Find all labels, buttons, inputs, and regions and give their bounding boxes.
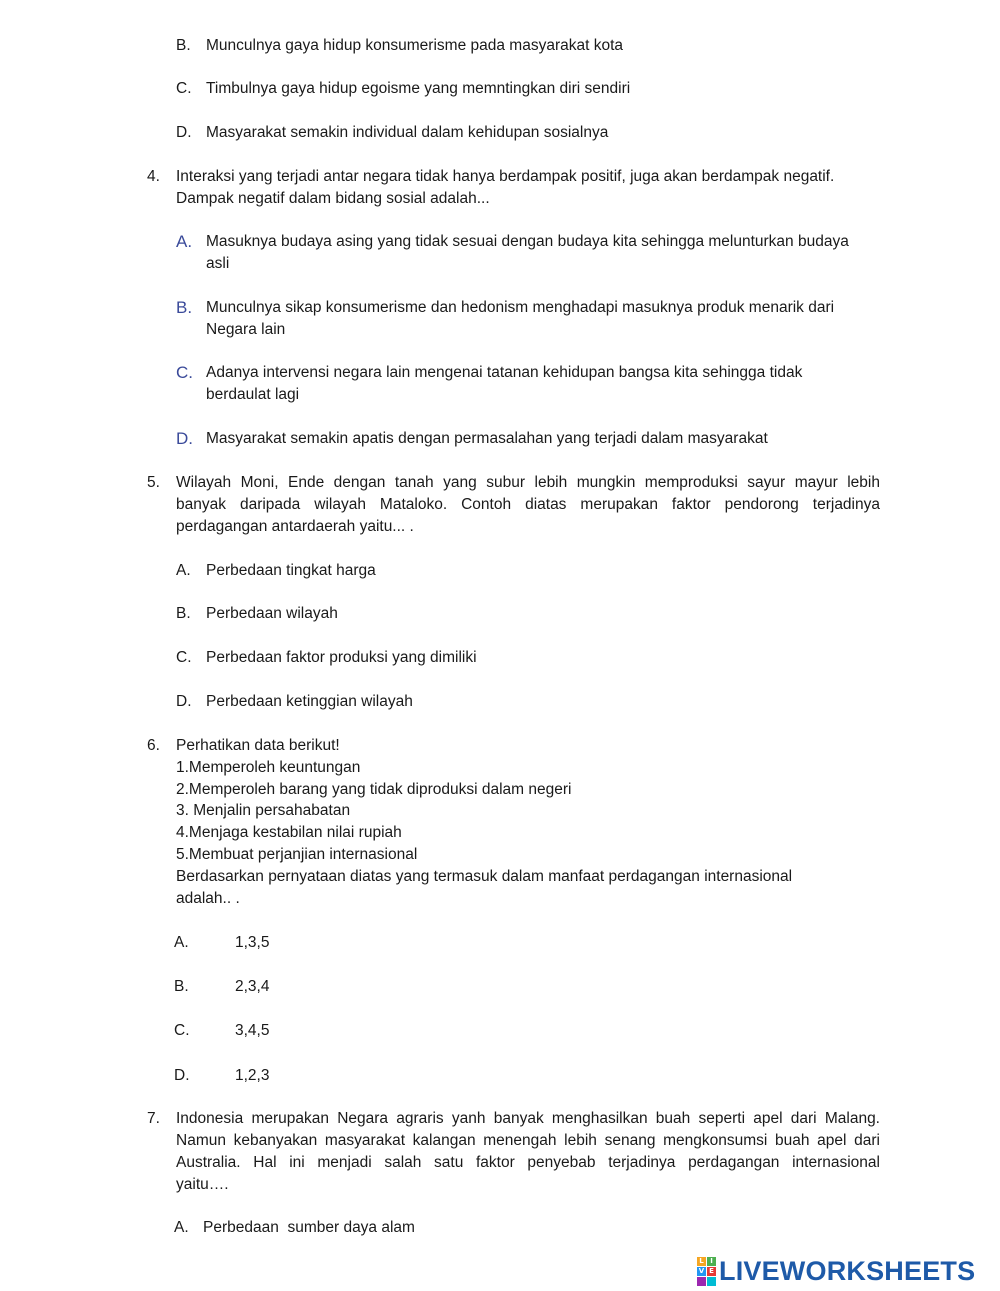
option-letter: C. xyxy=(176,80,192,97)
option-text: 2,3,4 xyxy=(235,978,270,995)
option-letter: C. xyxy=(176,363,193,382)
logo-tiles-icon xyxy=(697,1257,716,1286)
data-item: 5.Membuat perjanjian internasional xyxy=(176,846,418,863)
option-text: 1,3,5 xyxy=(235,934,270,951)
option-letter: A. xyxy=(176,232,193,251)
data-item: 2.Memperoleh barang yang tidak diproduksi dalam negeri xyxy=(176,781,572,798)
question-text: banyak daripada wilayah Mataloko. Contoh diatas merupakan faktor pendorong terjadinya xyxy=(176,496,880,513)
logo-text: LIVEWORKSHEETS xyxy=(719,1255,976,1286)
option-letter: B. xyxy=(176,605,191,622)
liveworksheets-logo[interactable] xyxy=(697,1256,975,1286)
question-text: adalah.. . xyxy=(176,890,240,907)
option-letter: A. xyxy=(174,1219,189,1236)
question-number: 7. xyxy=(147,1110,160,1127)
logo-tile: V xyxy=(698,1267,705,1275)
option-text: Perbedaan faktor produksi yang dimiliki xyxy=(206,649,477,666)
logo-tile xyxy=(697,1277,706,1286)
question-text: Australia. Hal ini menjadi salah satu faktor penyebab terjadinya perdagangan internasional xyxy=(176,1154,880,1171)
option-text: Timbulnya gaya hidup egoisme yang memntingkan diri sendiri xyxy=(206,80,631,97)
option-text: Negara lain xyxy=(206,321,286,338)
option-letter: A. xyxy=(176,562,191,579)
logo-tile xyxy=(707,1277,716,1286)
option-letter: A. xyxy=(174,934,189,951)
option-letter: D. xyxy=(176,429,193,448)
option-text: berdaulat lagi xyxy=(206,386,300,403)
option-text: asli xyxy=(206,255,230,272)
option-text: Perbedaan ketinggian wilayah xyxy=(206,693,413,710)
option-letter: D. xyxy=(176,124,192,141)
question-text: Wilayah Moni, Ende dengan tanah yang subur lebih mungkin memproduksi sayur mayur lebih xyxy=(176,474,880,491)
question-text: Indonesia merupakan Negara agraris yanh banyak menghasilkan buah seperti apel dari Malang. xyxy=(176,1110,880,1127)
question-number: 6. xyxy=(147,737,160,754)
logo-tile: E xyxy=(707,1267,716,1276)
option-text: Masuknya budaya asing yang tidak sesuai dengan budaya kita sehingga melunturkan budaya xyxy=(206,233,849,250)
option-letter: C. xyxy=(174,1022,190,1039)
data-item: 4.Menjaga kestabilan nilai rupiah xyxy=(176,824,402,841)
question-text: yaitu…. xyxy=(176,1176,229,1193)
question-number: 4. xyxy=(147,168,160,185)
option-letter: B. xyxy=(176,298,193,317)
option-text: 3,4,5 xyxy=(235,1022,270,1039)
option-text: Perbedaan sumber daya alam xyxy=(203,1219,415,1236)
question-text: Namun kebanyakan masyarakat kalangan menengah lebih senang mengkonsumsi buah apel dari xyxy=(176,1132,880,1149)
logo-tile: L xyxy=(697,1257,706,1266)
option-text: Adanya intervensi negara lain mengenai tatanan kehidupan bangsa kita sehingga tidak xyxy=(206,364,803,381)
option-letter: B. xyxy=(176,37,191,54)
question-text: Berdasarkan pernyataan diatas yang termasuk dalam manfaat perdagangan internasional xyxy=(176,868,793,885)
question-number: 5. xyxy=(147,474,160,491)
option-text: Munculnya sikap konsumerisme dan hedonism menghadapi masuknya produk menarik dari xyxy=(206,299,835,316)
data-item: 3. Menjalin persahabatan xyxy=(176,802,351,819)
question-text: perdagangan antardaerah yaitu... . xyxy=(176,518,414,535)
option-letter: C. xyxy=(176,649,192,666)
logo-tile: I xyxy=(707,1257,716,1266)
option-letter: D. xyxy=(176,693,192,710)
option-text: 1,2,3 xyxy=(235,1067,270,1084)
option-text: Munculnya gaya hidup konsumerisme pada masyarakat kota xyxy=(206,37,624,54)
option-letter: B. xyxy=(174,978,189,995)
option-text: Perbedaan tingkat harga xyxy=(206,562,376,579)
question-text: Interaksi yang terjadi antar negara tidak hanya berdampak positif, juga akan berdampak negatif. xyxy=(176,168,835,185)
option-text: Masyarakat semakin apatis dengan permasalahan yang terjadi dalam masyarakat xyxy=(206,430,768,447)
option-text: Perbedaan wilayah xyxy=(206,605,338,622)
option-letter: D. xyxy=(174,1067,190,1084)
question-text: Dampak negatif dalam bidang sosial adalah... xyxy=(176,190,490,207)
question-text: Perhatikan data berikut! xyxy=(176,737,340,754)
option-text: Masyarakat semakin individual dalam kehidupan sosialnya xyxy=(206,124,609,141)
data-item: 1.Memperoleh keuntungan xyxy=(176,759,361,776)
